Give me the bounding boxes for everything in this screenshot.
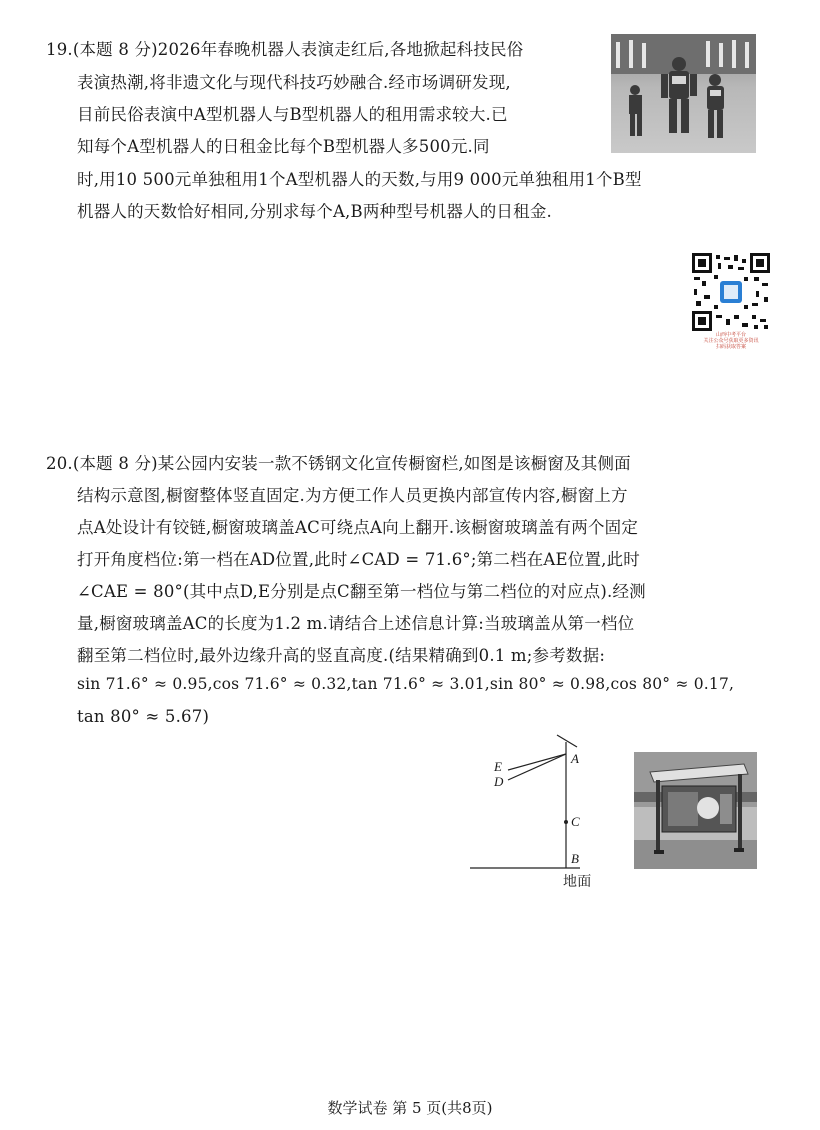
label-b: B: [571, 851, 579, 866]
qr-code[interactable]: [692, 253, 770, 331]
q20-line-5: ∠CAE = 80°(其中点D,E分别是点C翻至第一档位与第二档位的对应点).经测: [77, 582, 646, 601]
display-case-photo: [634, 752, 757, 869]
q20-line-2: 结构示意图,橱窗整体竖直固定.为方便工作人员更换内部宣传内容,橱窗上方: [77, 486, 628, 505]
qr-caption-line-1: 山西中考平台: [715, 332, 746, 338]
q19-line-4: 知每个A型机器人的日租金比每个B型机器人多500元.同: [77, 137, 490, 156]
q20-line-1: 20.(本题 8 分)某公园内安装一款不锈钢文化宣传橱窗栏,如图是该橱窗及其侧面: [46, 454, 631, 473]
label-a: A: [571, 751, 579, 766]
q20-line-4: 打开角度档位:第一档在AD位置,此时∠CAD = 71.6°;第二档在AE位置,此时: [77, 550, 641, 569]
q19-line-3: 目前民俗表演中A型机器人与B型机器人的租用需求较大.已: [77, 105, 508, 124]
qr-caption-line-2: 关注公众号获取更多资讯: [703, 338, 759, 344]
label-ground: 地面: [563, 874, 592, 890]
label-e: E: [494, 759, 502, 774]
q20-line-6: 量,橱窗玻璃盖AC的长度为1.2 m.请结合上述信息计算:当玻璃盖从第一档位: [77, 614, 635, 633]
page-footer: 数学试卷 第 5 页(共8页): [327, 1099, 493, 1117]
hinge-line: [557, 735, 577, 747]
point-c-dot: [564, 820, 568, 824]
q20-line-8: sin 71.6° ≈ 0.95,cos 71.6° ≈ 0.32,tan 71.6° ≈ 3.01,sin 80° ≈ 0.98,cos 80° ≈ 0.17,: [77, 675, 735, 693]
label-c: C: [571, 814, 580, 829]
robot-performance-photo: [611, 34, 756, 153]
q19-line-6: 机器人的天数恰好相同,分别求每个A,B两种型号机器人的日租金.: [77, 202, 552, 221]
q20-line-9: tan 80° ≈ 5.67): [77, 707, 210, 726]
qr-caption: [690, 332, 772, 350]
q20-line-3: 点A处设计有铰链,橱窗玻璃盖AC可绕点A向上翻开.该橱窗玻璃盖有两个固定: [77, 518, 639, 537]
q19-line-5: 时,用10 500元单独租用1个A型机器人的天数,与用9 000元单独租用1个B型: [77, 170, 642, 189]
qr-caption-line-3: 扫码获取答案: [715, 344, 746, 350]
q19-line-1: 19.(本题 8 分)2026年春晚机器人表演走红后,各地掀起科技民俗: [46, 40, 524, 59]
label-d: D: [494, 774, 504, 789]
q19-line-2: 表演热潮,将非遗文化与现代科技巧妙融合.经市场调研发现,: [77, 73, 511, 92]
q20-line-7: 翻至第二档位时,最外边缘升高的竖直高度.(结果精确到0.1 m;参考数据:: [77, 646, 606, 665]
